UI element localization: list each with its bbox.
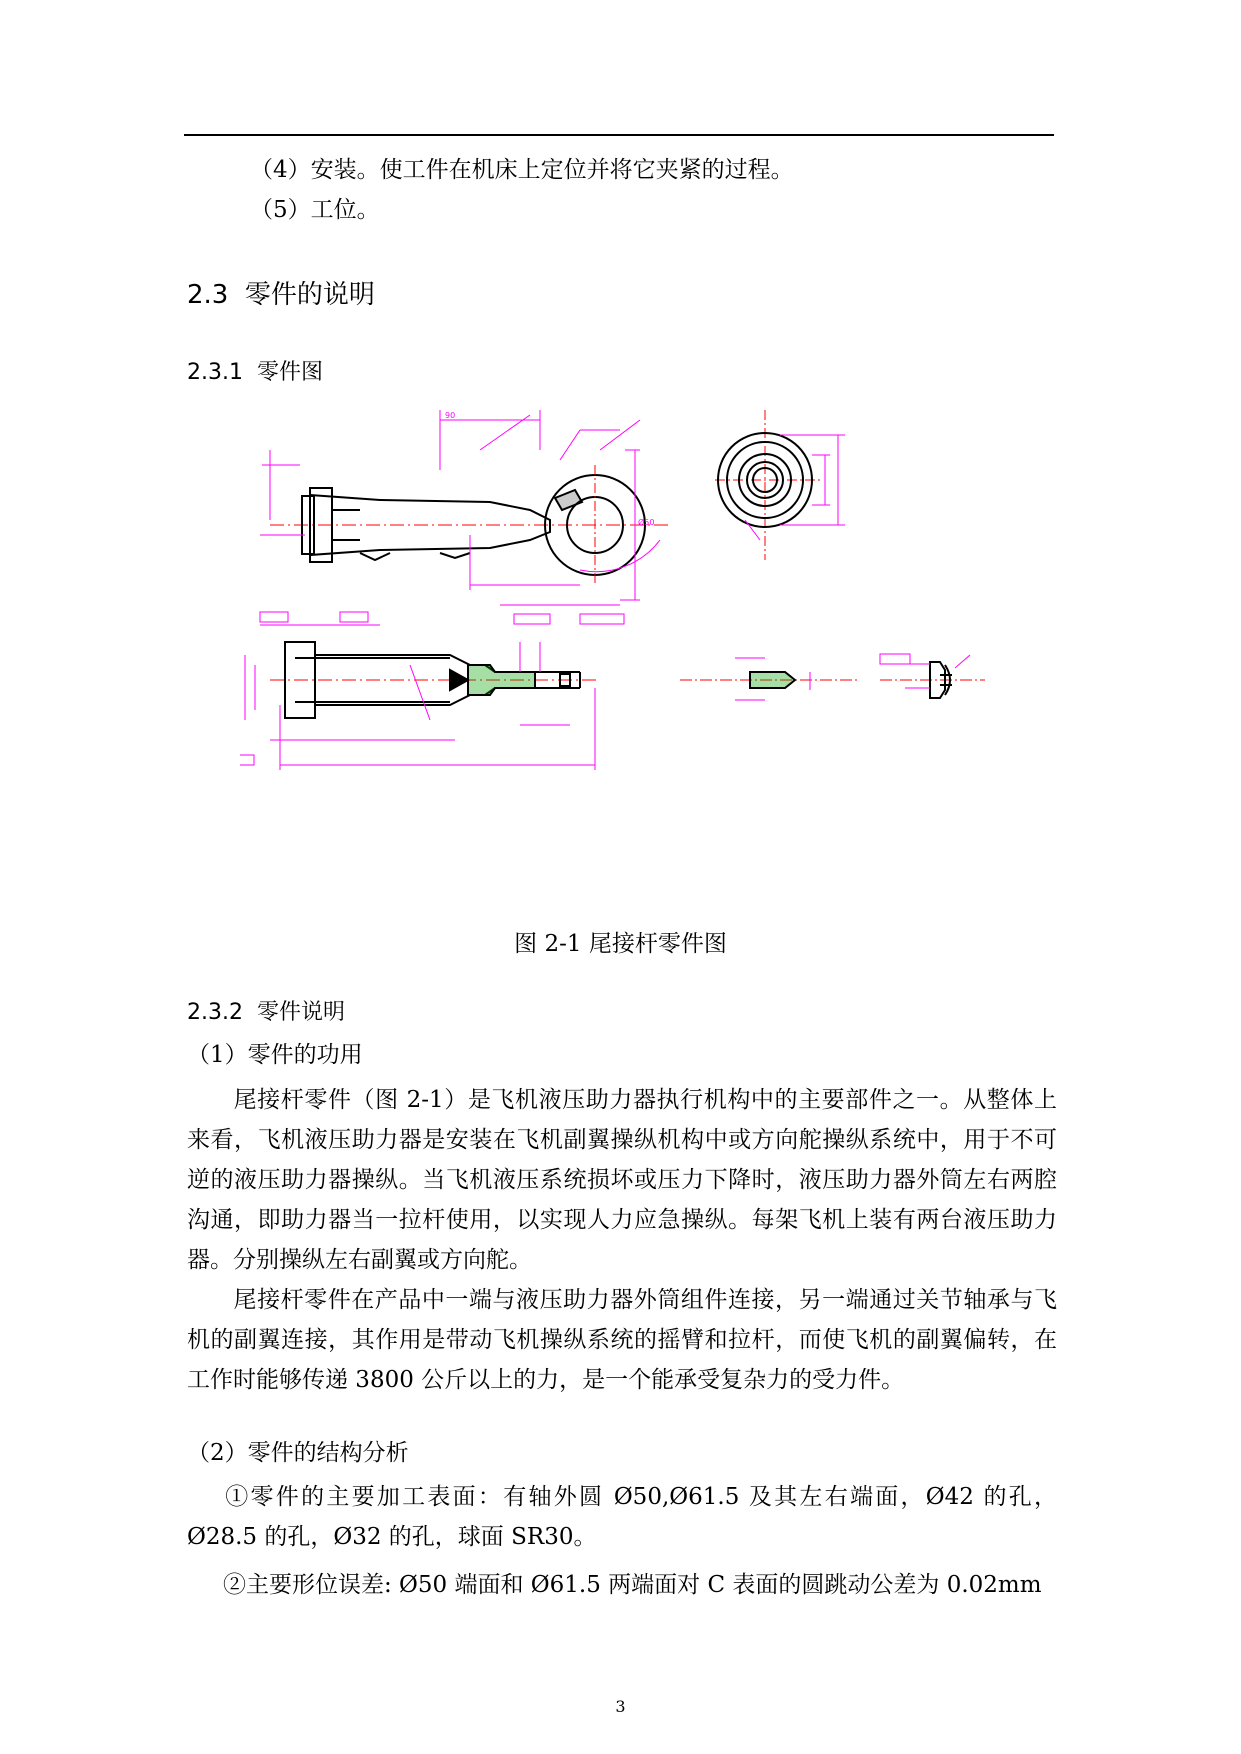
paragraph-surfaces — [187, 1477, 1057, 1557]
svg-text:90: 90 — [445, 411, 456, 420]
paragraph-connection-text: 尾接杆零件在产品中一端与液压助力器外筒组件连接，另一端通过关节轴承与飞机的副翼连接，其作用是带动飞机操纵系统的摇臂和拉杆，而使飞机的副翼偏转，在工作时能够传递 3800 公斤以上的力，是一个能承受复杂力的受力件。 — [187, 1287, 1057, 1393]
subsection-number: 2.3.2 — [187, 1000, 243, 1025]
section-view-drawing — [270, 642, 600, 718]
subsection-heading-2 — [187, 995, 345, 1026]
paragraph-tolerance-text: ②主要形位误差: Ø50 端面和 Ø61.5 两端面对 C 表面的圆跳动公差为 0.02mm — [223, 1572, 1042, 1598]
section-heading — [187, 274, 375, 311]
end-view-dimensions — [745, 435, 845, 540]
list-item-4: （4）安装。使工件在机床上定位并将它夹紧的过程。 — [250, 157, 794, 183]
part-drawing-figure — [240, 410, 1120, 870]
subsection-title: 零件说明 — [256, 1000, 345, 1025]
figure-caption: 图 2-1 尾接杆零件图 — [514, 931, 727, 957]
list-item-5: （5）工位。 — [250, 197, 380, 223]
paragraph-function — [187, 1080, 1057, 1280]
paragraph-tolerance — [187, 1565, 1057, 1605]
subsection-number: 2.3.1 — [187, 360, 243, 385]
paragraph-function-text: 尾接杆零件（图 2-1）是飞机液压助力器执行机构中的主要部件之一。从整体上来看，飞机液压助力器是安装在飞机副翼操纵机构中或方向舵操纵系统中，用于不可逆的液压助力器操纵。当飞机液压系统损坏或压力下降时，液压助力器外筒左右两腔沟通，即助力器当一拉杆使用，以实现人力应急操纵。每架飞机上装有两台液压助力器。分别操纵左右副翼或方向舵。 — [187, 1087, 1057, 1273]
detail-view-drawing — [680, 662, 985, 698]
page-number: 3 — [615, 1697, 626, 1716]
svg-text:Ø50: Ø50 — [638, 518, 655, 527]
section-number: 2.3 — [187, 280, 229, 310]
section-view-dimensions — [240, 612, 624, 770]
end-view-drawing — [715, 410, 820, 560]
subsection-title: 零件图 — [256, 360, 323, 385]
section-title: 零件的说明 — [244, 280, 375, 310]
subsection-heading-1 — [187, 355, 323, 386]
item2-heading: （2）零件的结构分析 — [187, 1440, 409, 1466]
paragraph-surfaces-text: ①零件的主要加工表面：有轴外圆 Ø50,Ø61.5 及其左右端面，Ø42 的孔，Ø28.5 的孔，Ø32 的孔，球面 SR30。 — [187, 1484, 1057, 1550]
paragraph-connection — [187, 1280, 1057, 1400]
header-rule — [184, 134, 1054, 136]
item1-heading: （1）零件的功用 — [187, 1042, 363, 1068]
